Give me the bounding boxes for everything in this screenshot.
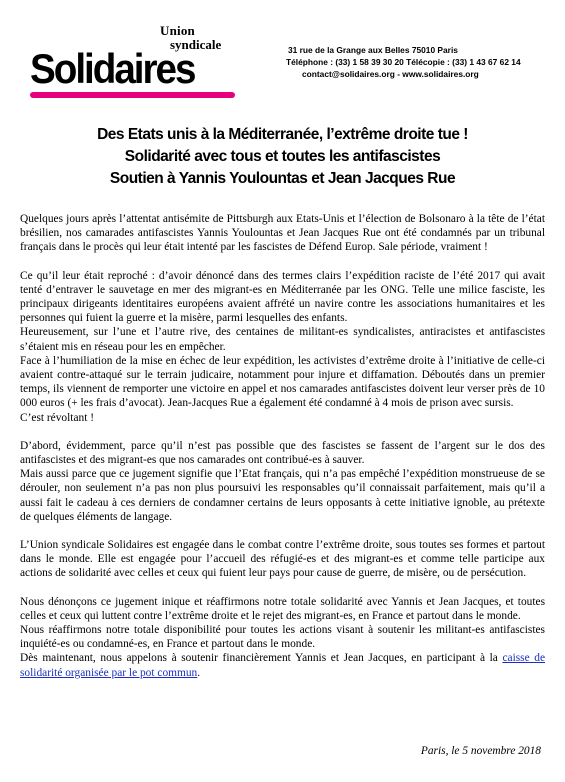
document-title — [20, 124, 545, 190]
solidarity-fund-link[interactable]: caisse de solidarité organisée par le pot commun — [20, 652, 546, 679]
logo-wordmark: Solidaires — [30, 45, 195, 92]
paragraph-2a: Ce qu’il leur était reproché : d’avoir dénoncé dans des termes clairs l’expédition raciste de l’été 2017 qui avait tenté d’entraver le sauvetage en mer des migrant-es en Méditerranée par les ONG. Telle une milice fasciste, les principaux dirigeants identitaires européens avaient affrété un navire contre les associations humanitaires et les personnes qui fuient la guerre et la misère, parmi lesquelles des enfants. — [20, 269, 545, 325]
paragraph-2b: Heureusement, sur l’une et l’autre rive, des centaines de militant-es syndicalistes, antiracistes et antifascistes s’étaient mis en réseau pour les en empêcher. — [20, 326, 545, 353]
paragraph-5c — [20, 651, 545, 679]
title-line-3: Soutien à Yannis Youlountas et Jean Jacques Rue — [109, 170, 456, 187]
logo-accent-bar — [30, 92, 235, 98]
paragraph-2d: C’est révoltant ! — [20, 411, 95, 424]
title-line-1: Des Etats unis à la Méditerranée, l’extrême droite tue ! — [97, 126, 468, 143]
date-signature: Paris, le 5 novembre 2018 — [420, 745, 541, 757]
contact-address: 31 rue de la Grange aux Belles 75010 Paris — [288, 45, 458, 55]
document-body — [20, 212, 545, 680]
paragraph-5a: Nous dénonçons ce jugement inique et réaffirmons notre totale solidarité avec Yannis et Jean Jacques, et toutes celles et ceux qui luttent contre l’extrême droite et le rejet des migrant-es, en France et partout dans le monde. — [20, 595, 545, 622]
paragraph-5c-end: . — [197, 666, 201, 679]
contact-phone: Téléphone : (33) 1 58 39 30 20 Télécopie : (33) 1 43 67 62 14 — [286, 57, 521, 67]
paragraph-3a: D’abord, évidemment, parce qu’il n’est pas possible que des fascistes se fassent de l’argent sur le dos des antifascistes et des migrant-es que nos camarades ont contribué-es à sauver. — [20, 439, 545, 467]
contact-email-web: contact@solidaires.org - www.solidaires.org — [302, 69, 479, 79]
paragraph-1: Quelques jours après l’attentat antisémite de Pittsburgh aux Etats-Unis et l’élection de Bolsonaro à la tête de l’état brésilien, nos camarades antifascistes Yannis Youlountas et Jean Jacques Rue ont été condamnés par un tribunal français dans le procès qui leur était intenté par les fascistes de Défend Europ. Sale période, vraiment ! — [20, 213, 545, 254]
paragraph-5b: Nous réaffirmons notre totale disponibilité pour toutes les actions visant à soutenir les militant-es antifascistes inquiété-es ou condamné-es, en France et partout dans le monde. — [20, 624, 545, 651]
title-line-2: Solidarité avec tous et toutes les antifascistes — [124, 148, 441, 165]
paragraph-3b: Mais aussi parce que ce jugement signifie que l’Etat français, qui n’a pas empêché l’expédition monstrueuse de se dérouler, non seulement n’a pas non plus poursuivi les responsables qu’il connaissait parfaitement, mais qu’il a aussi fait le cadeau à ces derniers de condamner certains de leurs opposants à cette initiative ignoble, au prétexte de quelques éléments de langage. — [20, 468, 545, 523]
paragraph-2c: Face à l’humiliation de la mise en échec de leur expédition, les activistes d’extrême droite à l’initiative de celle-ci avaient contre-attaqué sur le terrain judicaire, notamment pour injure et diffamation. Déboutés dans un premier temps, ils viennent de remporter une victoire en appel et nos camarades antifascistes doivent leur verser près de 10 000 euros (+ les frais d’avocat). Jean-Jacques Rue a également été condamné à 4 mois de prison avec sursis. — [20, 354, 545, 410]
logo-syndicale-text: syndicale — [170, 37, 222, 52]
paragraph-5c-text: Dès maintenant, nous appelons à soutenir financièrement Yannis et Jean Jacques, en participant à la — [20, 652, 503, 665]
contact-block — [286, 44, 556, 80]
logo-union-text: Union — [160, 23, 195, 38]
paragraph-4: L’Union syndicale Solidaires est engagée dans le combat contre l’extrême droite, sous toutes ses formes et partout dans le monde. Elle est engagée pour l’accueil des réfugié-es et des migrant-es et comme telle participe aux actions de solidarité avec celles et ceux qui fuient leur pays pour cause de guerre, de misère, ou de persécution. — [20, 539, 545, 580]
solidaires-logo — [28, 20, 273, 100]
